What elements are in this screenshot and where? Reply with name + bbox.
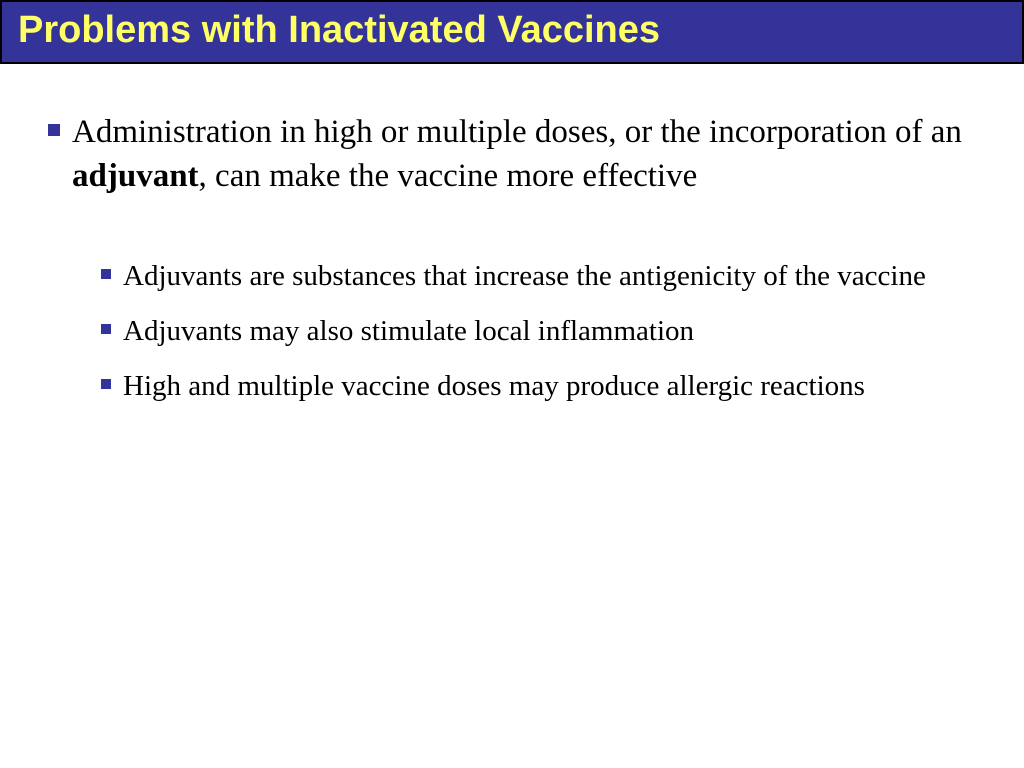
square-bullet-icon: [48, 124, 60, 136]
sub-bullet-text: Adjuvants are substances that increase the antigenicity of the vaccine: [123, 260, 926, 292]
sub-bullet-item: [123, 256, 983, 297]
main-bullet-text-before: Administration in high or multiple doses, or the incorporation of an: [72, 114, 962, 150]
sub-bullet-text: Adjuvants may also stimulate local inflammation: [123, 315, 695, 347]
slide-title: Problems with Inactivated Vaccines: [18, 9, 661, 51]
square-bullet-icon: [101, 324, 111, 334]
title-bar: [0, 0, 1024, 64]
sub-bullet-item: [123, 366, 983, 407]
main-bullet: [72, 110, 972, 198]
sub-bullet-item: [123, 311, 983, 352]
sub-bullet-list: [123, 256, 983, 421]
square-bullet-icon: [101, 379, 111, 389]
main-bullet-text-after: , can make the vaccine more effective: [198, 158, 698, 194]
main-bullet-bold-term: adjuvant: [72, 158, 199, 194]
square-bullet-icon: [101, 269, 111, 279]
sub-bullet-text: High and multiple vaccine doses may produce allergic reactions: [123, 370, 865, 402]
